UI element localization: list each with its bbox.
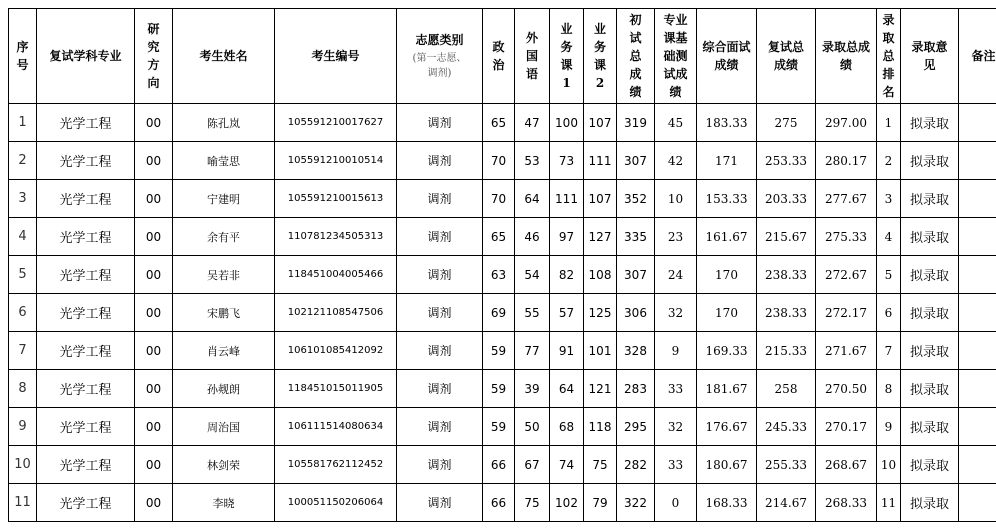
cell-major: 光学工程 — [37, 180, 135, 218]
cell-prelim: 283 — [617, 370, 655, 408]
cell-direction: 00 — [135, 408, 173, 446]
cell-type: 调剂 — [397, 408, 483, 446]
cell-type: 调剂 — [397, 370, 483, 408]
cell-name: 余有平 — [173, 218, 275, 256]
header-course2: 业务课2 — [584, 9, 617, 104]
table-row — [9, 484, 996, 522]
cell-course1: 64 — [550, 370, 584, 408]
cell-course1: 91 — [550, 332, 584, 370]
cell-course2: 79 — [584, 484, 617, 522]
cell-retest: 215.33 — [757, 332, 816, 370]
cell-total: 268.67 — [816, 446, 877, 484]
cell-direction: 00 — [135, 446, 173, 484]
cell-id: 118451015011905 — [275, 370, 397, 408]
cell-name: 林剑荣 — [173, 446, 275, 484]
cell-rank: 5 — [877, 256, 901, 294]
header-type — [397, 9, 483, 104]
header-major: 复试学科专业 — [37, 9, 135, 104]
cell-remark — [959, 484, 996, 522]
cell-type: 调剂 — [397, 294, 483, 332]
cell-total: 271.67 — [816, 332, 877, 370]
cell-id: 105591210015613 — [275, 180, 397, 218]
cell-rank: 3 — [877, 180, 901, 218]
cell-opinion: 拟录取 — [901, 370, 959, 408]
cell-retest: 203.33 — [757, 180, 816, 218]
cell-id: 105581762112452 — [275, 446, 397, 484]
cell-interview: 170 — [697, 256, 757, 294]
cell-id: 105591210017627 — [275, 104, 397, 142]
cell-remark — [959, 104, 996, 142]
cell-course2: 75 — [584, 446, 617, 484]
cell-id: 106111514080634 — [275, 408, 397, 446]
cell-rank: 1 — [877, 104, 901, 142]
header-idx: 序号 — [9, 9, 37, 104]
table-body — [9, 104, 996, 522]
cell-interview: 168.33 — [697, 484, 757, 522]
cell-course2: 108 — [584, 256, 617, 294]
cell-foreign: 46 — [515, 218, 550, 256]
cell-idx: 6 — [9, 294, 37, 332]
cell-remark — [959, 218, 996, 256]
header-id: 考生编号 — [275, 9, 397, 104]
cell-type: 调剂 — [397, 256, 483, 294]
cell-interview: 169.33 — [697, 332, 757, 370]
cell-foreign: 47 — [515, 104, 550, 142]
cell-prelim: 319 — [617, 104, 655, 142]
cell-type: 调剂 — [397, 218, 483, 256]
cell-opinion: 拟录取 — [901, 294, 959, 332]
cell-type: 调剂 — [397, 332, 483, 370]
table-row — [9, 180, 996, 218]
cell-basic: 33 — [655, 370, 697, 408]
cell-foreign: 50 — [515, 408, 550, 446]
cell-remark — [959, 294, 996, 332]
cell-rank: 7 — [877, 332, 901, 370]
cell-politics: 66 — [483, 484, 515, 522]
cell-direction: 00 — [135, 104, 173, 142]
cell-prelim: 335 — [617, 218, 655, 256]
table-row — [9, 142, 996, 180]
cell-interview: 153.33 — [697, 180, 757, 218]
cell-politics: 70 — [483, 180, 515, 218]
cell-rank: 11 — [877, 484, 901, 522]
cell-course2: 125 — [584, 294, 617, 332]
cell-politics: 59 — [483, 408, 515, 446]
cell-interview: 176.67 — [697, 408, 757, 446]
header-prelim: 初试总成绩 — [617, 9, 655, 104]
cell-direction: 00 — [135, 332, 173, 370]
cell-retest: 214.67 — [757, 484, 816, 522]
cell-name: 陈孔岚 — [173, 104, 275, 142]
cell-prelim: 307 — [617, 256, 655, 294]
cell-direction: 00 — [135, 180, 173, 218]
header-name: 考生姓名 — [173, 9, 275, 104]
header-type-sub: (第一志愿、调剂) — [412, 53, 467, 79]
cell-course1: 82 — [550, 256, 584, 294]
cell-interview: 183.33 — [697, 104, 757, 142]
cell-interview: 170 — [697, 294, 757, 332]
cell-retest: 275 — [757, 104, 816, 142]
cell-rank: 8 — [877, 370, 901, 408]
cell-idx: 2 — [9, 142, 37, 180]
cell-politics: 65 — [483, 218, 515, 256]
cell-course1: 102 — [550, 484, 584, 522]
cell-opinion: 拟录取 — [901, 104, 959, 142]
cell-opinion: 拟录取 — [901, 446, 959, 484]
cell-total: 297.00 — [816, 104, 877, 142]
cell-major: 光学工程 — [37, 408, 135, 446]
cell-interview: 181.67 — [697, 370, 757, 408]
cell-politics: 63 — [483, 256, 515, 294]
cell-direction: 00 — [135, 294, 173, 332]
cell-foreign: 53 — [515, 142, 550, 180]
cell-opinion: 拟录取 — [901, 484, 959, 522]
cell-major: 光学工程 — [37, 446, 135, 484]
header-total: 录取总成绩 — [816, 9, 877, 104]
cell-retest: 238.33 — [757, 294, 816, 332]
cell-course2: 121 — [584, 370, 617, 408]
cell-idx: 11 — [9, 484, 37, 522]
cell-name: 吴若非 — [173, 256, 275, 294]
cell-foreign: 75 — [515, 484, 550, 522]
cell-idx: 9 — [9, 408, 37, 446]
cell-politics: 59 — [483, 332, 515, 370]
cell-remark — [959, 332, 996, 370]
cell-prelim: 328 — [617, 332, 655, 370]
cell-opinion: 拟录取 — [901, 218, 959, 256]
cell-course1: 68 — [550, 408, 584, 446]
cell-remark — [959, 408, 996, 446]
cell-total: 280.17 — [816, 142, 877, 180]
cell-total: 272.17 — [816, 294, 877, 332]
cell-interview: 171 — [697, 142, 757, 180]
cell-type: 调剂 — [397, 484, 483, 522]
cell-basic: 23 — [655, 218, 697, 256]
cell-name: 喻莹思 — [173, 142, 275, 180]
header-basic: 专业课基础测试成绩 — [655, 9, 697, 104]
cell-total: 268.33 — [816, 484, 877, 522]
cell-course2: 127 — [584, 218, 617, 256]
header-course1: 业务课1 — [550, 9, 584, 104]
cell-total: 270.17 — [816, 408, 877, 446]
cell-type: 调剂 — [397, 446, 483, 484]
cell-id: 105591210010514 — [275, 142, 397, 180]
cell-remark — [959, 180, 996, 218]
header-retest: 复试总成绩 — [757, 9, 816, 104]
cell-course2: 101 — [584, 332, 617, 370]
cell-rank: 6 — [877, 294, 901, 332]
cell-total: 277.67 — [816, 180, 877, 218]
cell-foreign: 39 — [515, 370, 550, 408]
cell-basic: 45 — [655, 104, 697, 142]
header-foreign: 外国语 — [515, 9, 550, 104]
cell-idx: 7 — [9, 332, 37, 370]
cell-direction: 00 — [135, 256, 173, 294]
cell-course1: 111 — [550, 180, 584, 218]
cell-interview: 161.67 — [697, 218, 757, 256]
cell-major: 光学工程 — [37, 332, 135, 370]
table-row — [9, 332, 996, 370]
cell-course1: 73 — [550, 142, 584, 180]
cell-remark — [959, 256, 996, 294]
cell-id: 106101085412092 — [275, 332, 397, 370]
cell-rank: 10 — [877, 446, 901, 484]
cell-type: 调剂 — [397, 104, 483, 142]
header-interview: 综合面试成绩 — [697, 9, 757, 104]
cell-prelim: 306 — [617, 294, 655, 332]
header-direction: 研究方向 — [135, 9, 173, 104]
cell-basic: 33 — [655, 446, 697, 484]
cell-foreign: 54 — [515, 256, 550, 294]
cell-prelim: 352 — [617, 180, 655, 218]
cell-name: 孙觌朗 — [173, 370, 275, 408]
cell-id: 110781234505313 — [275, 218, 397, 256]
header-type-label: 志愿类别 — [415, 33, 464, 47]
cell-idx: 5 — [9, 256, 37, 294]
cell-total: 272.67 — [816, 256, 877, 294]
cell-type: 调剂 — [397, 142, 483, 180]
cell-idx: 1 — [9, 104, 37, 142]
cell-course1: 74 — [550, 446, 584, 484]
cell-rank: 4 — [877, 218, 901, 256]
cell-id: 102121108547506 — [275, 294, 397, 332]
cell-name: 肖云峰 — [173, 332, 275, 370]
cell-retest: 258 — [757, 370, 816, 408]
cell-interview: 180.67 — [697, 446, 757, 484]
cell-foreign: 55 — [515, 294, 550, 332]
cell-direction: 00 — [135, 218, 173, 256]
cell-opinion: 拟录取 — [901, 180, 959, 218]
cell-opinion: 拟录取 — [901, 332, 959, 370]
cell-foreign: 77 — [515, 332, 550, 370]
table-row — [9, 218, 996, 256]
header-rank: 录取总排名 — [877, 9, 901, 104]
table-row — [9, 294, 996, 332]
cell-course2: 111 — [584, 142, 617, 180]
cell-retest: 238.33 — [757, 256, 816, 294]
cell-retest: 245.33 — [757, 408, 816, 446]
cell-foreign: 67 — [515, 446, 550, 484]
cell-remark — [959, 370, 996, 408]
cell-basic: 10 — [655, 180, 697, 218]
cell-name: 周治国 — [173, 408, 275, 446]
cell-idx: 8 — [9, 370, 37, 408]
cell-major: 光学工程 — [37, 294, 135, 332]
cell-retest: 253.33 — [757, 142, 816, 180]
cell-name: 宁建明 — [173, 180, 275, 218]
cell-retest: 255.33 — [757, 446, 816, 484]
cell-major: 光学工程 — [37, 484, 135, 522]
cell-major: 光学工程 — [37, 104, 135, 142]
cell-basic: 0 — [655, 484, 697, 522]
header-politics: 政治 — [483, 9, 515, 104]
cell-opinion: 拟录取 — [901, 408, 959, 446]
cell-remark — [959, 446, 996, 484]
table-row — [9, 104, 996, 142]
cell-opinion: 拟录取 — [901, 142, 959, 180]
cell-major: 光学工程 — [37, 256, 135, 294]
cell-basic: 32 — [655, 408, 697, 446]
cell-idx: 10 — [9, 446, 37, 484]
cell-basic: 42 — [655, 142, 697, 180]
cell-major: 光学工程 — [37, 142, 135, 180]
cell-total: 275.33 — [816, 218, 877, 256]
cell-politics: 59 — [483, 370, 515, 408]
cell-foreign: 64 — [515, 180, 550, 218]
cell-name: 宋鹏飞 — [173, 294, 275, 332]
cell-idx: 3 — [9, 180, 37, 218]
cell-course1: 100 — [550, 104, 584, 142]
cell-politics: 66 — [483, 446, 515, 484]
cell-rank: 2 — [877, 142, 901, 180]
cell-direction: 00 — [135, 142, 173, 180]
header-row — [9, 9, 996, 104]
table-row — [9, 256, 996, 294]
cell-politics: 69 — [483, 294, 515, 332]
cell-politics: 70 — [483, 142, 515, 180]
cell-idx: 4 — [9, 218, 37, 256]
cell-id: 100051150206064 — [275, 484, 397, 522]
table-row — [9, 446, 996, 484]
cell-basic: 32 — [655, 294, 697, 332]
cell-opinion: 拟录取 — [901, 256, 959, 294]
cell-direction: 00 — [135, 484, 173, 522]
cell-basic: 9 — [655, 332, 697, 370]
cell-prelim: 307 — [617, 142, 655, 180]
cell-direction: 00 — [135, 370, 173, 408]
cell-course2: 107 — [584, 180, 617, 218]
cell-retest: 215.67 — [757, 218, 816, 256]
admission-table — [8, 8, 996, 522]
cell-course2: 118 — [584, 408, 617, 446]
cell-course1: 57 — [550, 294, 584, 332]
cell-prelim: 322 — [617, 484, 655, 522]
cell-course2: 107 — [584, 104, 617, 142]
cell-prelim: 282 — [617, 446, 655, 484]
header-remark: 备注 — [959, 9, 996, 104]
cell-total: 270.50 — [816, 370, 877, 408]
cell-politics: 65 — [483, 104, 515, 142]
cell-major: 光学工程 — [37, 218, 135, 256]
cell-basic: 24 — [655, 256, 697, 294]
table-row — [9, 408, 996, 446]
cell-remark — [959, 142, 996, 180]
cell-major: 光学工程 — [37, 370, 135, 408]
cell-course1: 97 — [550, 218, 584, 256]
cell-rank: 9 — [877, 408, 901, 446]
cell-type: 调剂 — [397, 180, 483, 218]
table-row — [9, 370, 996, 408]
cell-id: 118451004005466 — [275, 256, 397, 294]
cell-name: 李晓 — [173, 484, 275, 522]
cell-prelim: 295 — [617, 408, 655, 446]
header-opinion: 录取意见 — [901, 9, 959, 104]
